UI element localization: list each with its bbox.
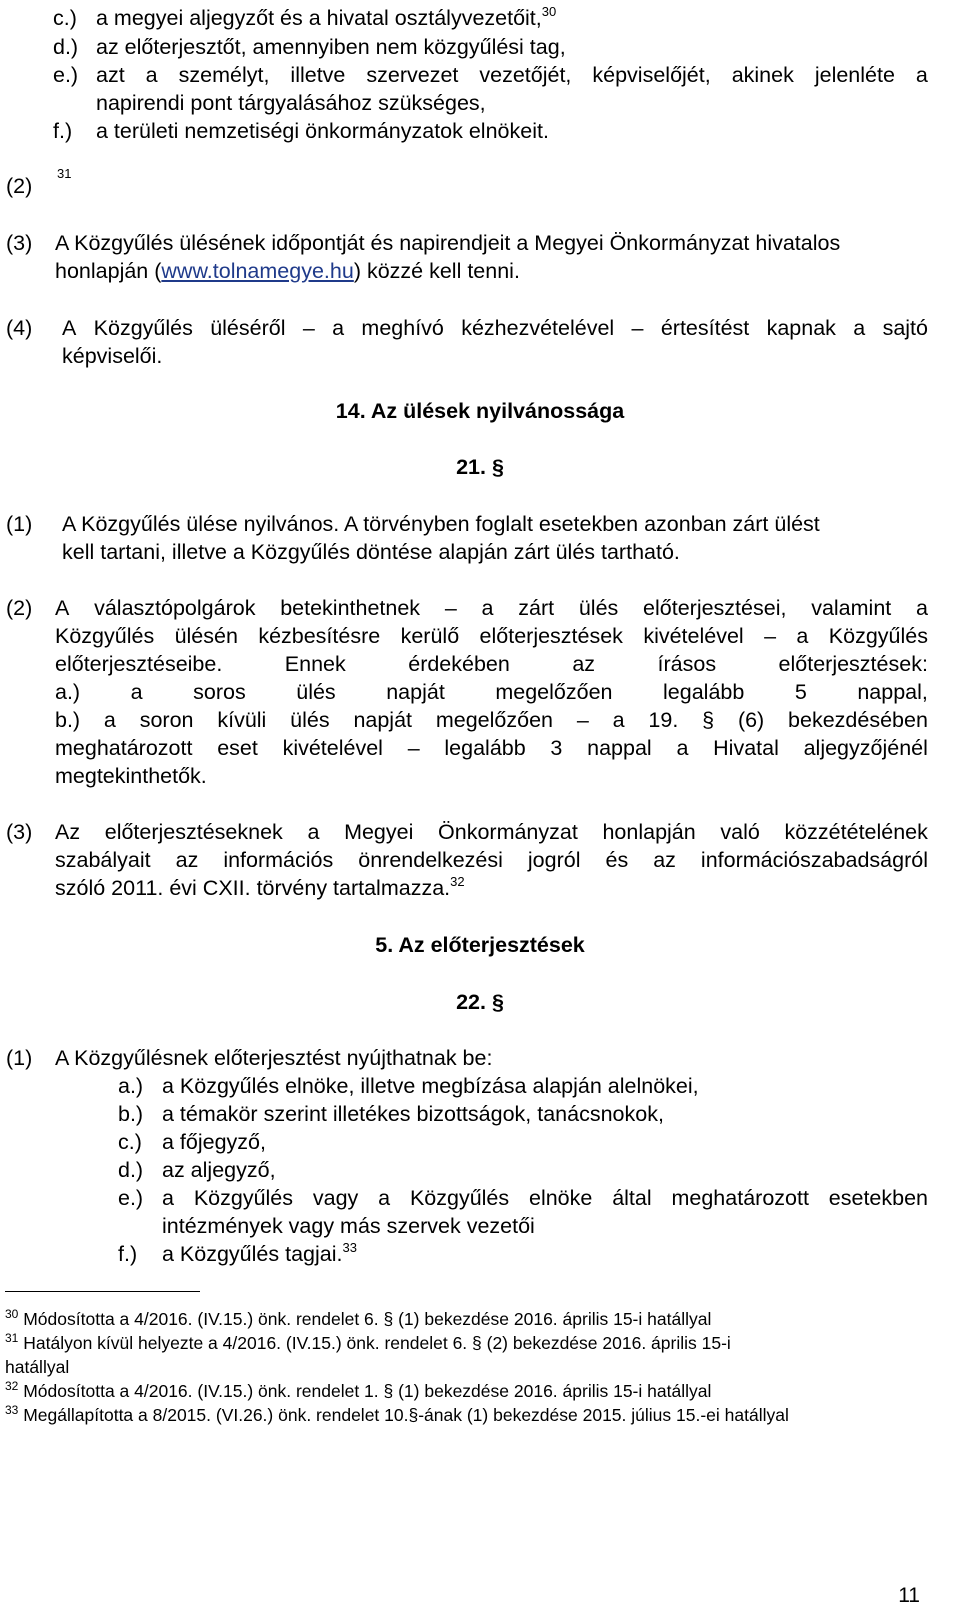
s21-p2-label: (2) xyxy=(6,596,33,620)
s22-item-e-label: e.) xyxy=(118,1186,144,1210)
s21-p3-label: (3) xyxy=(6,820,33,844)
footnote-ref-30[interactable]: 30 xyxy=(541,4,557,19)
s22-item-c-label: c.) xyxy=(118,1130,142,1154)
section-14-title: 14. Az ülések nyilvánossága xyxy=(335,399,625,423)
footnote-31-cont: hatállyal xyxy=(5,1357,70,1377)
list-item-e-line1: azt a személyt, illetve szervezet vezetőjét, képviselőjét, akinek jelenléte a xyxy=(96,63,928,87)
paragraph-3-line1: A Közgyűlés ülésének időpontját és napirendjeit a Megyei Önkormányzat hivatalos xyxy=(55,231,841,255)
s22-p1-text: A Közgyűlésnek előterjesztést nyújthatnak be: xyxy=(55,1046,493,1070)
s21-p3-line1: Az előterjesztéseknek a Megyei Önkormányzat honlapján való közzétételének xyxy=(55,820,928,844)
s21-p1-line1: A Közgyűlés ülése nyilvános. A törvényben foglalt esetekben azonban zárt ülést xyxy=(62,512,820,536)
s22-item-e-line2: intézmények vagy más szervek vezetői xyxy=(162,1214,535,1238)
list-item-c: a megyei aljegyzőt és a hivatal osztályvezetőit,$^{30}$ xyxy=(96,4,557,30)
page-number: 11 xyxy=(898,1584,920,1607)
s21-p2-line2: Közgyűlés ülésén kézbesítésre kerülő előterjesztések kivételével – a Közgyűlés xyxy=(55,624,928,648)
website-link[interactable]: www.tolnamegye.hu xyxy=(161,259,354,283)
paragraph-21-heading: 21. § xyxy=(456,455,504,479)
s22-item-e-line1: a Közgyűlés vagy a Közgyűlés elnöke által meghatározott esetekben xyxy=(162,1186,928,1210)
paragraph-2-label: (2) xyxy=(6,174,33,198)
footnote-ref-32[interactable]: 32 xyxy=(450,874,465,889)
footnote-ref-31[interactable]: 31 xyxy=(57,166,72,181)
s21-p2-line3: előterjesztéseibe. Ennek érdekében az írásos előterjesztések: xyxy=(55,652,928,676)
s22-item-a-label: a.) xyxy=(118,1074,144,1098)
s21-p2-line5: b.) a soron kívüli ülés napját megelőzően – a 19. § (6) bekezdésében xyxy=(55,708,928,732)
paragraph-4-line2: képviselői. xyxy=(62,344,163,368)
footnote-30: $^{30}$ Módosította a 4/2016. (IV.15.) önk. rendelet 6. § (1) bekezdése 2016. április 15-i hatállyal xyxy=(5,1307,712,1329)
list-label-d: d.) xyxy=(53,35,79,59)
s22-item-b: a témakör szerint illetékes bizottságok, tanácsnokok, xyxy=(162,1102,664,1126)
paragraph-4-label: (4) xyxy=(6,316,33,340)
s22-item-a: a Közgyűlés elnöke, illetve megbízása alapján alelnökei, xyxy=(162,1074,699,1098)
footnote-31: $^{31}$ Hatályon kívül helyezte a 4/2016. (IV.15.) önk. rendelet 6. § (2) bekezdése 2016. április 15-i xyxy=(5,1331,731,1353)
list-item-e-line2: napirendi pont tárgyalásához szükséges, xyxy=(96,91,486,115)
s22-item-d: az aljegyző, xyxy=(162,1158,276,1182)
footnote-33: $^{33}$ Megállapította a 8/2015. (VI.26.) önk. rendelet 10.§-ának (1) bekezdése 2015. július 15.-ei hatállyal xyxy=(5,1403,789,1425)
s22-p1-label: (1) xyxy=(6,1046,33,1070)
paragraph-3-label: (3) xyxy=(6,231,33,255)
list-label-f: f.) xyxy=(53,119,73,143)
s21-p1-line2: kell tartani, illetve a Közgyűlés döntése alapján zárt ülés tartható. xyxy=(62,540,680,564)
s21-p2-line1: A választópolgárok betekinthetnek – a zárt ülés előterjesztései, valamint a xyxy=(55,596,928,620)
s22-item-b-label: b.) xyxy=(118,1102,144,1126)
s21-p2-line7: megtekinthetők. xyxy=(55,764,207,788)
s21-p2-line6: meghatározott eset kivételével – legalább 3 nappal a Hivatal aljegyzőjénél xyxy=(55,736,928,760)
list-item-d: az előterjesztőt, amennyiben nem közgyűlési tag, xyxy=(96,35,566,59)
list-label-e: e.) xyxy=(53,63,79,87)
s21-p2-line4: a.) a soros ülés napját megelőzően legalább 5 nappal, xyxy=(55,680,928,704)
list-label-c: c.) xyxy=(53,6,77,30)
s21-p1-label: (1) xyxy=(6,512,33,536)
section-5-title: 5. Az előterjesztések xyxy=(375,933,585,957)
paragraph-3-line2: honlapján (www.tolnamegye.hu) közzé kell tenni. xyxy=(55,259,520,283)
paragraph-22-heading: 22. § xyxy=(456,990,504,1014)
s22-item-c: a főjegyző, xyxy=(162,1130,266,1154)
list-item-f: a területi nemzetiségi önkormányzatok elnökeit. xyxy=(96,119,549,143)
footnote-ref-33[interactable]: 33 xyxy=(342,1240,357,1255)
s22-item-f: a Közgyűlés tagjai.$^{33}$ xyxy=(162,1240,357,1266)
s21-p3-line2: szabályait az információs önrendelkezési jogról és az információszabadságról xyxy=(55,848,928,872)
footnote-32: $^{32}$ Módosította a 4/2016. (IV.15.) önk. rendelet 1. § (1) bekezdése 2016. április 15-i hatállyal xyxy=(5,1379,712,1401)
s21-p3-line3: szóló 2011. évi CXII. törvény tartalmazza.$^{32}$ xyxy=(55,874,465,900)
footnote-separator xyxy=(5,1291,200,1292)
s22-item-f-label: f.) xyxy=(118,1242,138,1266)
s22-item-d-label: d.) xyxy=(118,1158,144,1182)
paragraph-4-line1: A Közgyűlés üléséről – a meghívó kézhezvételével – értesítést kapnak a sajtó xyxy=(62,316,928,340)
